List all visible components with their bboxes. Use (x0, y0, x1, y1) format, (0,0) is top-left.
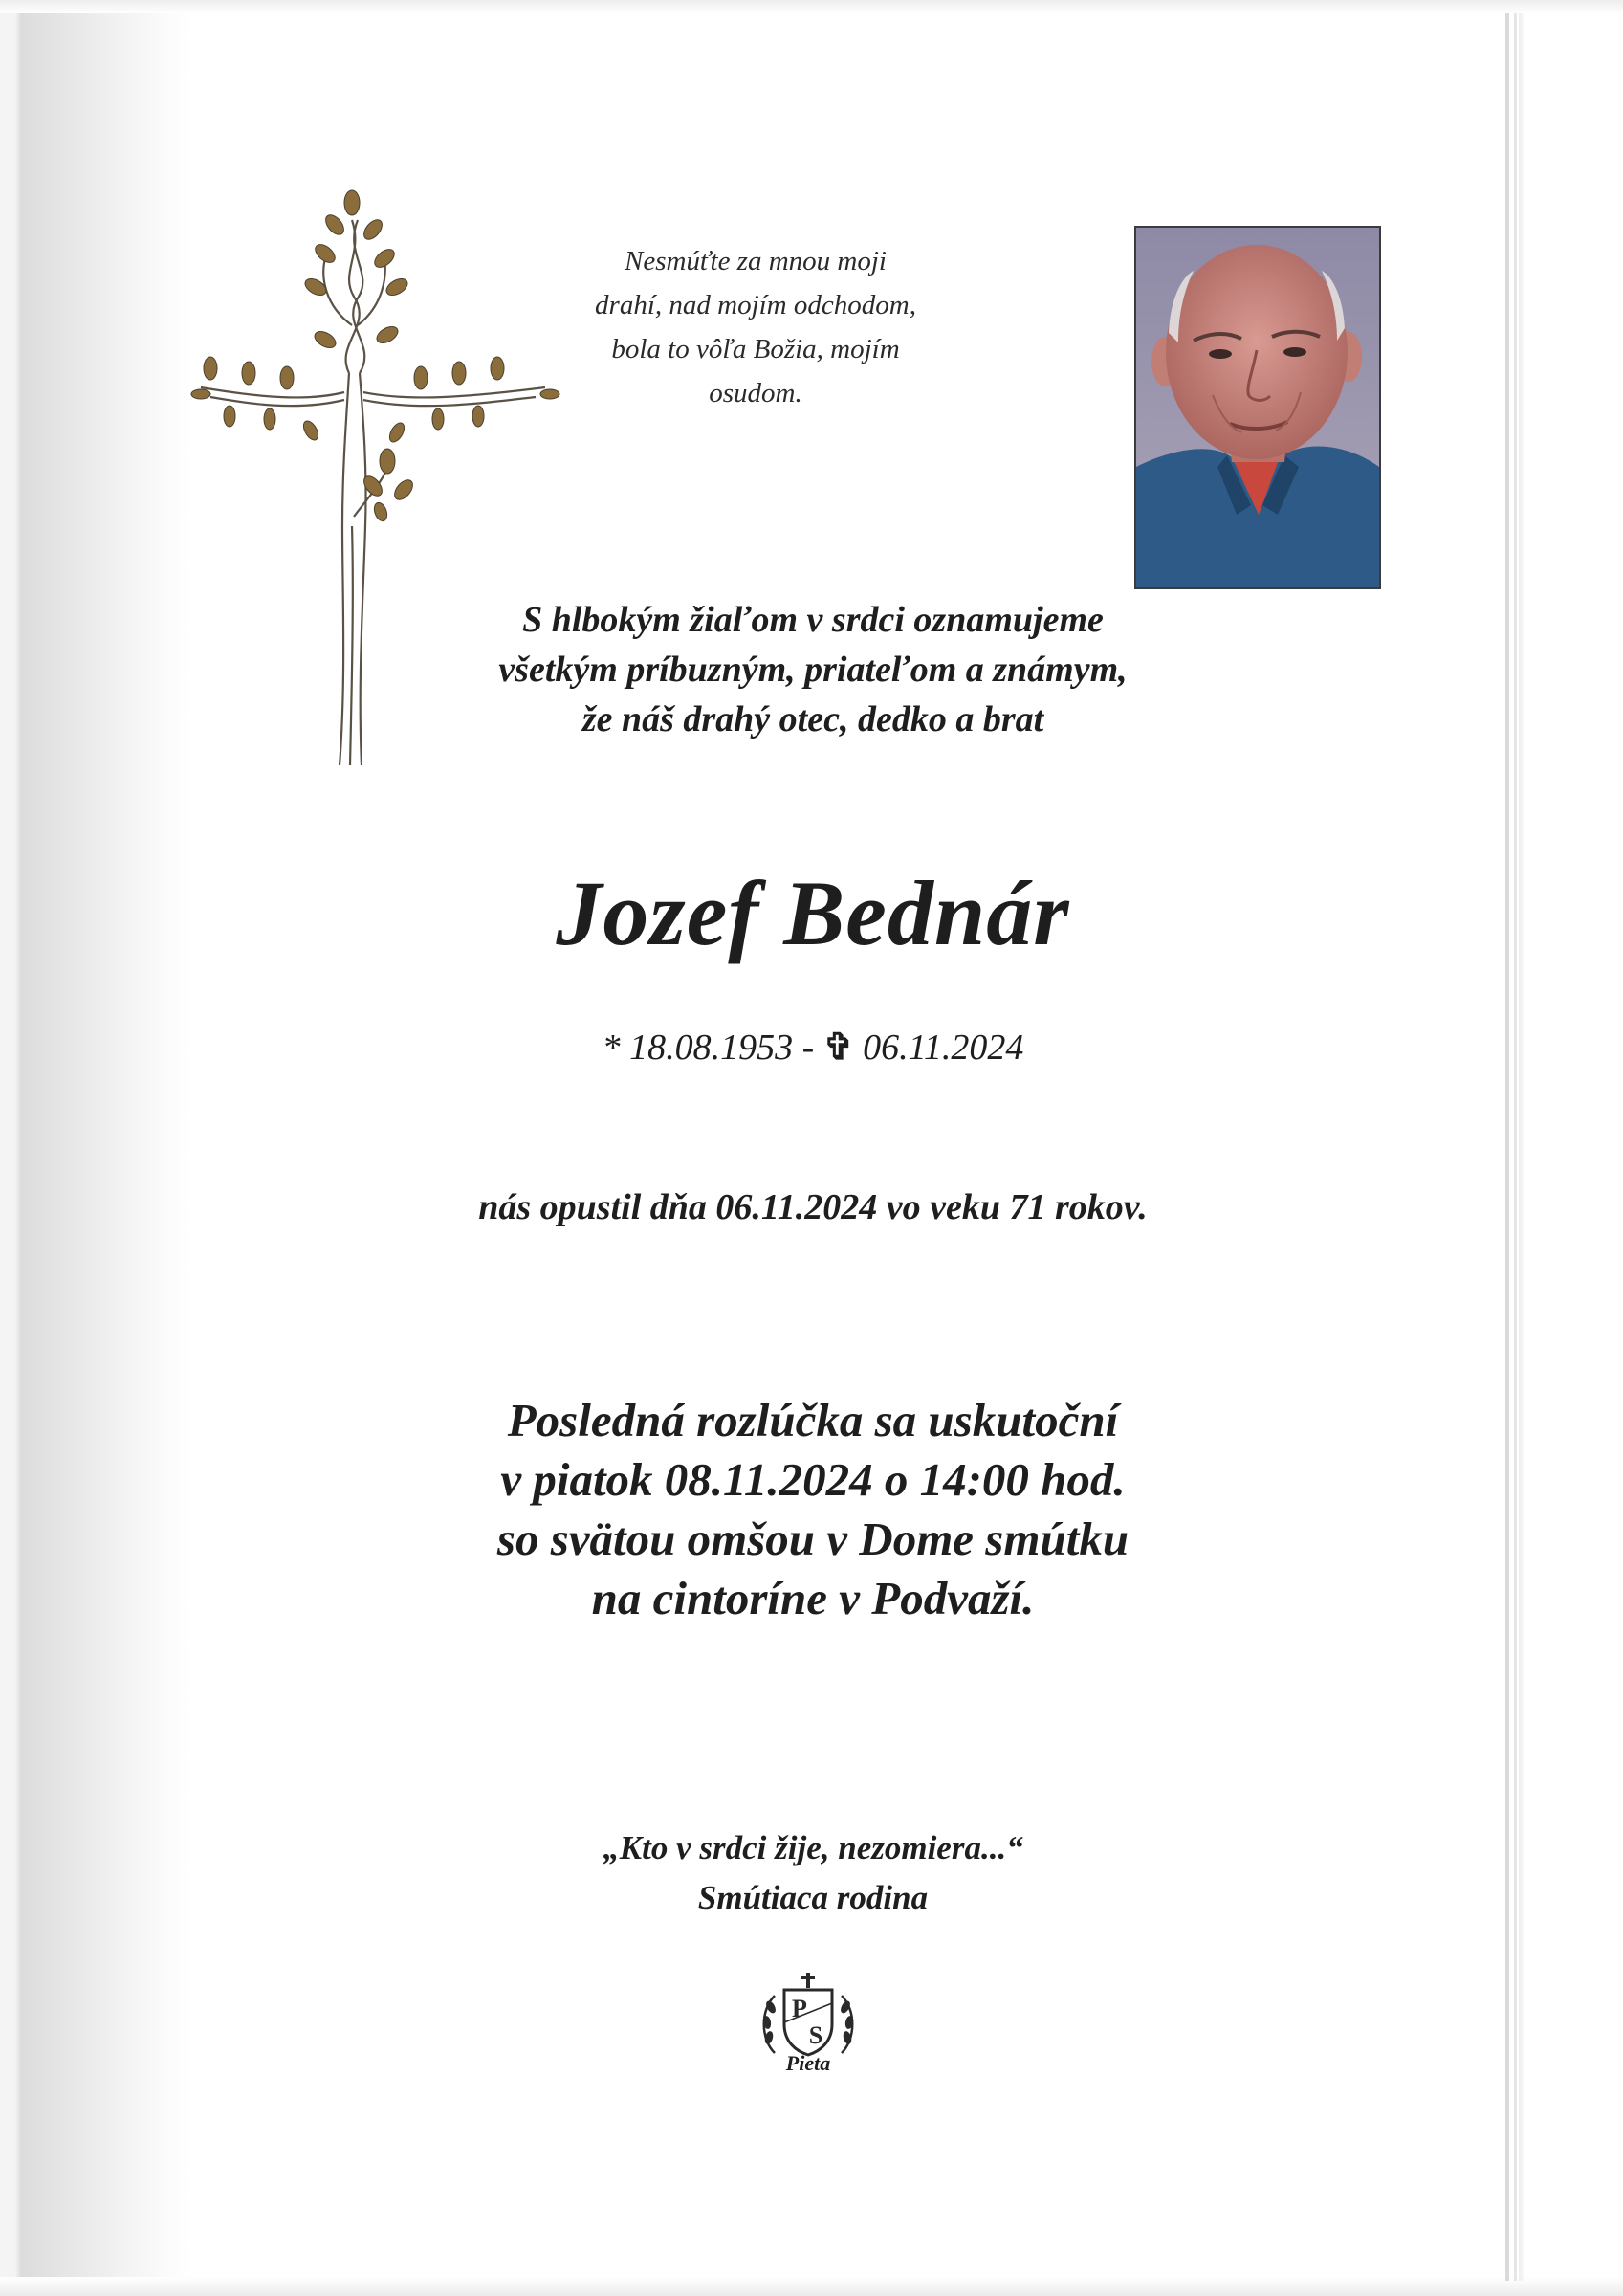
closing (383, 1823, 1243, 1923)
logo-monogram-top: P (792, 1995, 807, 2022)
funeral-line: so svätou omšou v Dome smútku (496, 1512, 1130, 1565)
logo-caption: Pieta (785, 2051, 831, 2075)
page-edge-line (1519, 13, 1524, 2281)
announcement (363, 595, 1262, 744)
verse-line: osudom. (709, 378, 802, 408)
death-date: 06.11.2024 (863, 1027, 1024, 1068)
page-edge-line (1505, 13, 1509, 2281)
scan-top-edge (0, 0, 1623, 13)
life-dates (430, 1024, 1195, 1071)
funeral-line: Posledná rozlúčka sa uskutoční (507, 1394, 1119, 1446)
funeral-info (287, 1391, 1339, 1628)
scan-bottom-edge (0, 2277, 1623, 2296)
passed-away-text: nás opustil dňa 06.11.2024 vo veku 71 rokov. (478, 1187, 1148, 1227)
cross-icon: ✞ (822, 1027, 854, 1068)
scan-left-shadow (0, 0, 191, 2296)
verse-line: bola to vôľa Božia, mojím (611, 334, 900, 364)
birth-date: * 18.08.1953 - (602, 1027, 815, 1068)
verse-line: drahí, nad mojím odchodom, (595, 290, 916, 320)
funeral-line: na cintoríne v Podvaží. (591, 1572, 1035, 1624)
announcement-line: všetkým príbuzným, priateľom a známym, (498, 650, 1128, 690)
announcement-line: S hlbokým žiaľom v srdci oznamujeme (522, 600, 1104, 640)
verse-line: Nesmúťte za mnou moji (625, 246, 887, 276)
closing-quote: „Kto v srdci žije, nezomiera...“ (603, 1829, 1023, 1866)
logo-monogram-bottom: S (808, 2021, 823, 2049)
funeral-line: v piatok 08.11.2024 o 14:00 hod. (500, 1453, 1126, 1506)
page-edge-line (1514, 13, 1517, 2281)
portrait-photo (1134, 226, 1381, 589)
signature: Smútiaca rodina (697, 1879, 929, 1916)
announcement-line: že náš drahý otec, dedko a brat (581, 699, 1044, 740)
deceased-name: Jozef Bednár (556, 862, 1070, 964)
verse (564, 239, 947, 415)
